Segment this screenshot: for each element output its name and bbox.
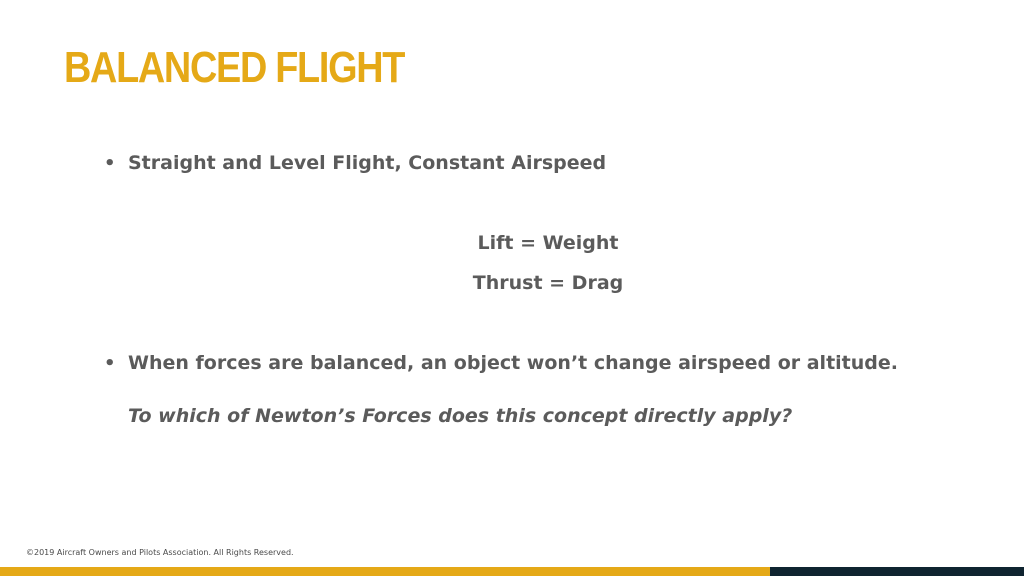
bullet-text: Straight and Level Flight, Constant Airspeed <box>128 152 607 174</box>
footer-bar-navy <box>770 567 1024 576</box>
equation-lift-weight: Lift = Weight <box>477 232 619 254</box>
bullet-forces-balanced <box>104 350 898 377</box>
discussion-question: To which of Newton’s Forces does this concept directly apply? <box>128 405 793 427</box>
bullet-straight-level <box>104 150 606 177</box>
copyright-notice: ©2019 Aircraft Owners and Pilots Association. All Rights Reserved. <box>26 548 294 557</box>
bullet-marker: • <box>104 353 116 374</box>
bullet-marker: • <box>104 153 116 174</box>
bullet-text: When forces are balanced, an object won’t change airspeed or altitude. <box>128 352 898 374</box>
equation-thrust-drag: Thrust = Drag <box>472 272 624 294</box>
footer-bar-gold <box>0 567 770 576</box>
slide-title: BALANCED FLIGHT <box>64 43 405 92</box>
